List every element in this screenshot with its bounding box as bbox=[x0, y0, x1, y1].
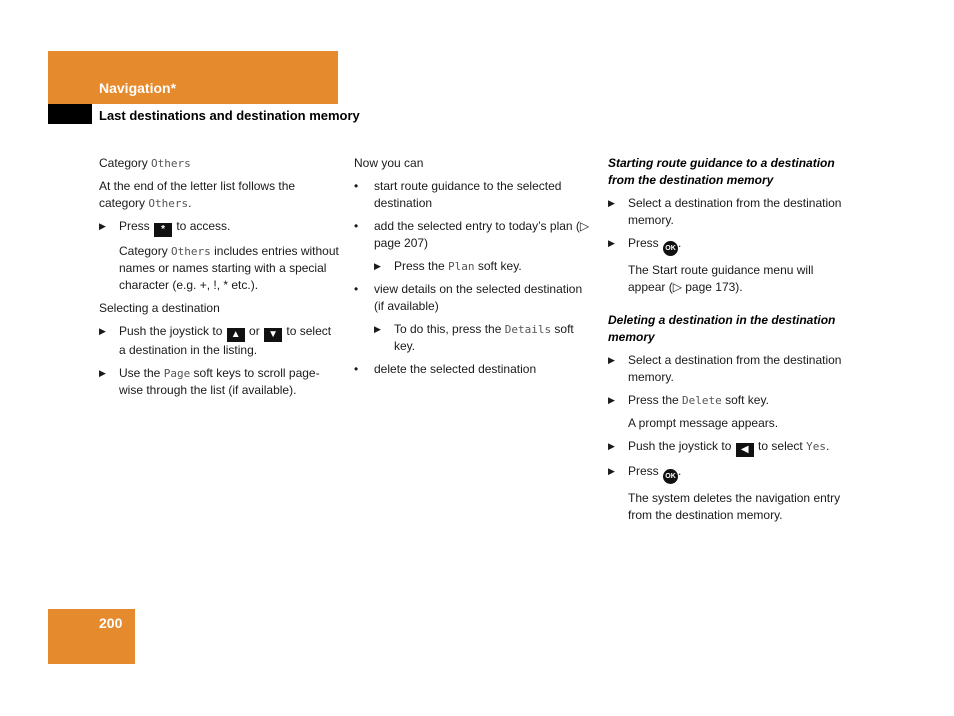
arrow-down-key-icon: ▼ bbox=[264, 328, 282, 342]
code-text: Details bbox=[504, 323, 552, 336]
code-text: Delete bbox=[682, 394, 722, 407]
star-key-icon: * bbox=[154, 223, 172, 237]
list-item: • view details on the selected destination (if available) bbox=[354, 281, 594, 315]
paragraph: A prompt message appears. bbox=[628, 416, 779, 430]
instruction-step: ▶ Press the Delete soft key. bbox=[608, 392, 848, 409]
column-middle bbox=[354, 155, 594, 384]
instruction-step: ▶ Push the joystick to ▲ or ▼ to select a destination in the listing. bbox=[99, 323, 339, 359]
page-number: 200 bbox=[99, 615, 123, 631]
column-right bbox=[608, 155, 848, 530]
code-text: Yes bbox=[806, 440, 826, 453]
list-item: • add the selected entry to today’s plan (▷ page 207) bbox=[354, 218, 594, 252]
list-item: • start route guidance to the selected destination bbox=[354, 178, 594, 212]
paragraph: Now you can bbox=[354, 156, 424, 170]
instruction-step: ▶ Press OK . bbox=[608, 463, 848, 484]
section-title: Navigation* bbox=[99, 80, 177, 96]
instruction-step: ▶ Select a destination from the destination memory. bbox=[608, 352, 848, 386]
code-text: Others bbox=[148, 197, 189, 210]
code-text: Plan bbox=[448, 260, 475, 273]
paragraph: At the end of the letter list follows the category Others. bbox=[99, 179, 296, 210]
ok-button-icon: OK bbox=[663, 241, 678, 256]
instruction-step: ▶ Press OK . bbox=[608, 235, 848, 256]
category-heading: Category Others bbox=[99, 156, 191, 170]
subsection-title: Last destinations and destination memory bbox=[99, 108, 360, 123]
instruction-step: ▶ Push the joystick to ◀ to select Yes. bbox=[608, 438, 848, 457]
instruction-step: ▶ To do this, press the Details soft key. bbox=[354, 321, 594, 355]
arrow-left-key-icon: ◀ bbox=[736, 443, 754, 457]
subheading: Starting route guidance to a destination from the destination memory bbox=[608, 156, 835, 187]
subheading: Deleting a destination in the destination memory bbox=[608, 313, 836, 344]
ok-button-icon: OK bbox=[663, 469, 678, 484]
paragraph: The system deletes the navigation entry from the destination memory. bbox=[628, 491, 841, 522]
instruction-step: ▶ Use the Page soft keys to scroll page-wise through the list (if available). bbox=[99, 365, 339, 399]
instruction-step: ▶ Select a destination from the destination memory. bbox=[608, 195, 848, 229]
code-text: Page bbox=[163, 367, 191, 380]
section-header-block bbox=[48, 51, 338, 104]
paragraph: The Start route guidance menu will appear (▷ page 173). bbox=[628, 263, 814, 294]
list-item: • delete the selected destination bbox=[354, 361, 594, 378]
paragraph: Category Others includes entries without names or names starting with a special character (e.g. +, !, * etc.). bbox=[119, 244, 339, 292]
instruction-step: ▶ Press the Plan soft key. bbox=[354, 258, 594, 275]
code-text: Others bbox=[171, 245, 211, 258]
code-text: Others bbox=[151, 157, 191, 170]
instruction-step: ▶ Press * to access. bbox=[99, 218, 339, 237]
subheading: Selecting a destination bbox=[99, 301, 220, 315]
column-left bbox=[99, 155, 339, 405]
subsection-marker bbox=[48, 104, 92, 124]
arrow-up-key-icon: ▲ bbox=[227, 328, 245, 342]
